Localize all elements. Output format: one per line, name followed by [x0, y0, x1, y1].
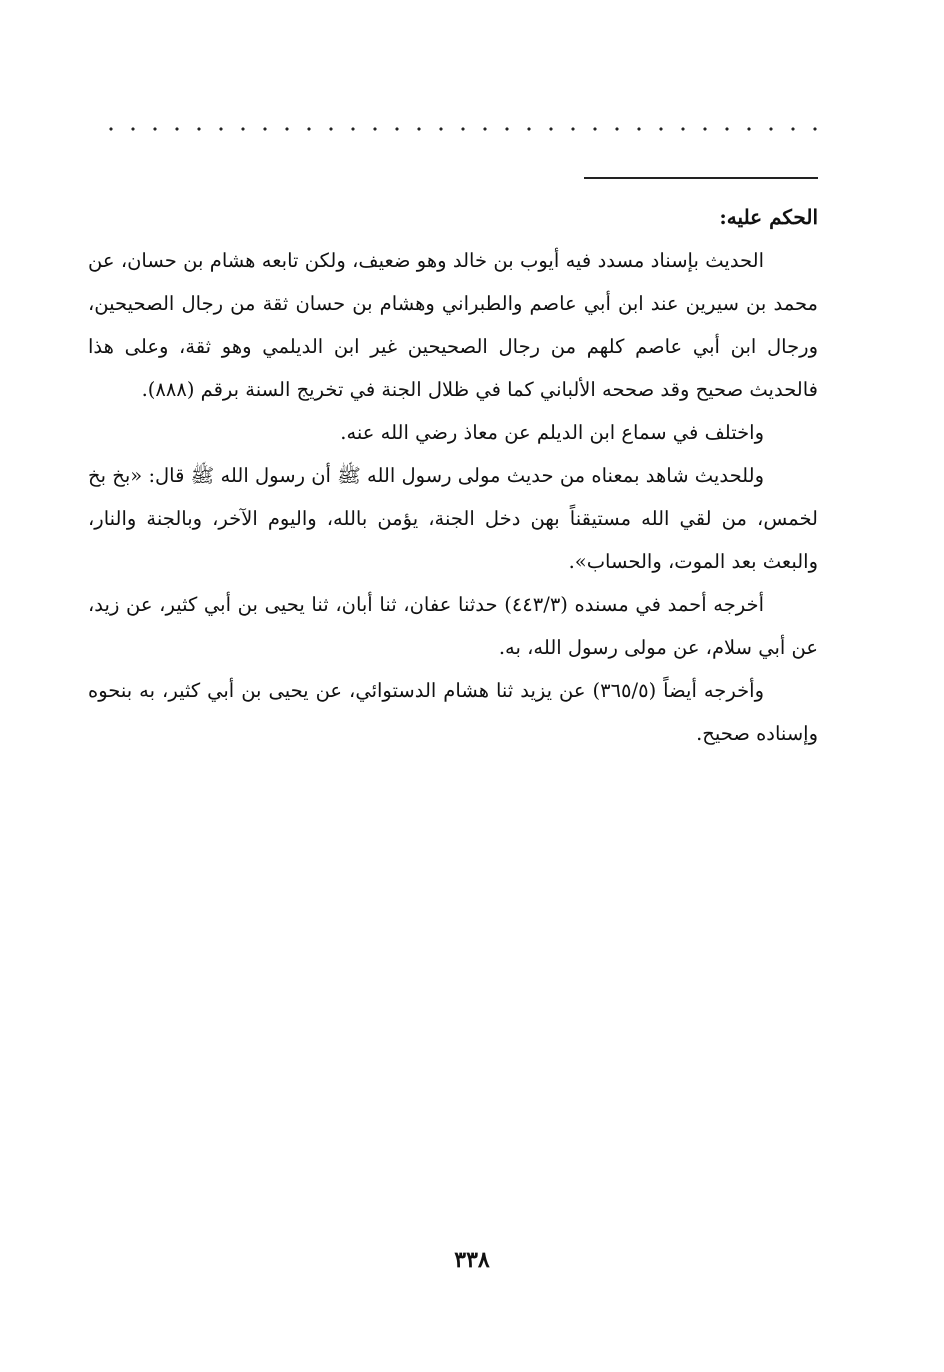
section-heading: الحكم عليه: — [719, 205, 818, 229]
paragraph-witness: وللحديث شاهد بمعناه من حديث مولى رسول الله ﷺ أن رسول الله ﷺ قال: «بخ بخ لخمس، من لقي الله مستيقناً بهن دخل الجنة، يؤمن بالله، واليوم الآخر، وبالجنة والنار، والبعث بعد الموت، والحساب». — [88, 464, 818, 573]
paragraph-ahmad-second-source: وأخرجه أيضاً (٣٦٥/٥) عن يزيد ثنا هشام الدستوائي، عن يحيى بن أبي كثير، به بنحوه وإسناده صحيح. — [88, 679, 818, 745]
paragraph-ahmad-source: أخرجه أحمد في مسنده (٤٤٣/٣) حدثنا عفان، ثنا أبان، ثنا يحيى بن أبي كثير، عن زيد، عن أبي سلام، عن مولى رسول الله، به. — [88, 593, 818, 659]
paragraph-disagreement: واختلف في سماع ابن الديلم عن معاذ رضي الله عنه. — [340, 421, 764, 444]
page-body — [88, 196, 818, 755]
paragraph-ruling: الحديث بإسناد مسدد فيه أيوب بن خالد وهو ضعيف، ولكن تابعه هشام بن حسان، عن محمد بن سيرين عند ابن أبي عاصم والطبراني وهشام بن حسان ثقة من رجال الصحيحين، ورجال ابن أبي عاصم كلهم من رجال الصحيحين غير ابن الديلمي وهو ثقة، وعلى هذا فالحديث صحيح وقد صححه الألباني كما في ظلال الجنة في تخريج السنة برقم (٨٨٨). — [88, 249, 818, 401]
section-rule — [584, 177, 818, 179]
dotted-separator — [100, 126, 818, 132]
page-number: ٣٣٨ — [454, 1247, 490, 1273]
